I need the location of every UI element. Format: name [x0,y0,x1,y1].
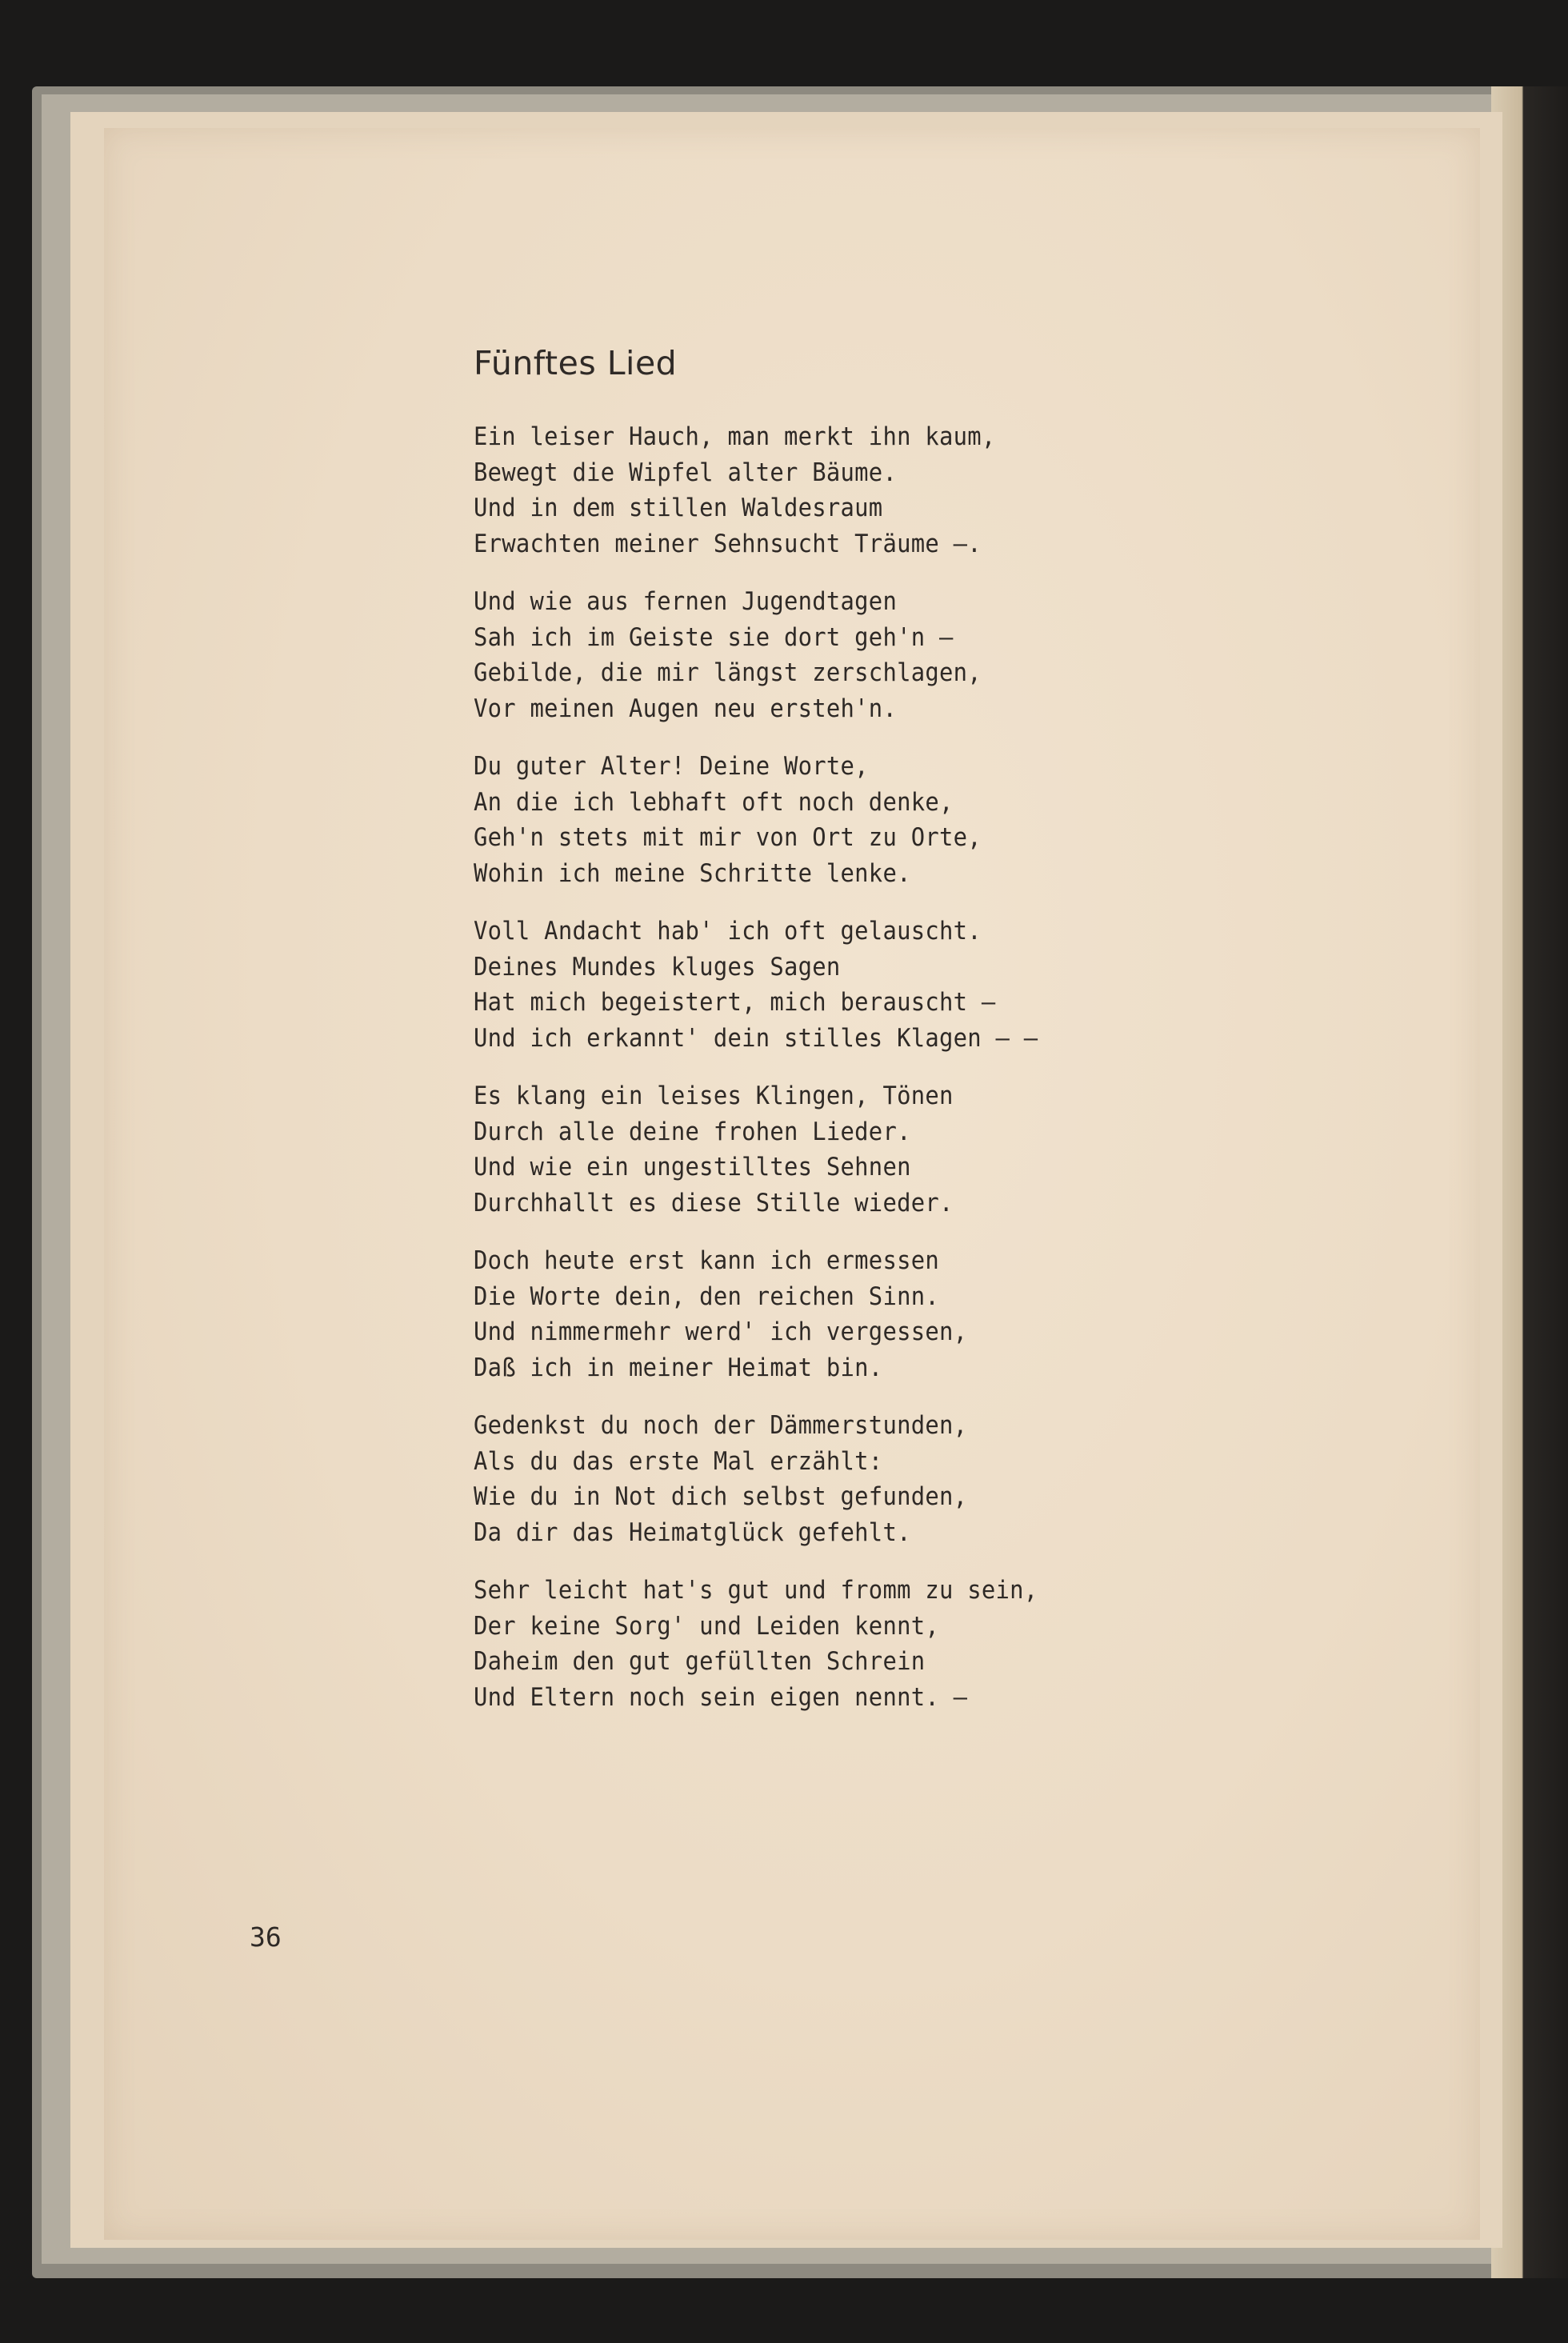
poem-line: Der keine Sorg' und Leiden kennt, [474,1611,940,1641]
poem-line: Wie du in Not dich selbst gefunden, [474,1482,968,1511]
poem-line: Voll Andacht hab' ich oft gelauscht. [474,917,982,946]
poem-line: Und wie ein ungestilltes Sehnen [474,1153,911,1181]
poem-stanza [474,584,1242,726]
poem-line: Die Worte dein, den reichen Sinn. [474,1281,940,1311]
poem-line: Du guter Alter! Deine Worte, [474,752,869,781]
poem-line: Wohin ich meine Schritte lenke. [474,858,911,888]
poem-stanzas [474,419,1242,1715]
poem-line: Und ich erkannt' dein stilles Klagen — — [474,1023,1038,1053]
poem-line: An die ich lebhaft oft noch denke, [474,787,954,817]
poem-line: Geh'n stets mit mir von Ort zu Orte, [474,823,982,852]
poem-content [474,344,1242,1737]
poem-stanza [474,419,1242,562]
poem-line: Durchhallt es diese Stille wieder. [474,1188,954,1217]
poem-line: Gedenkst du noch der Dämmerstunden, [474,1411,968,1440]
poem-line: Sehr leicht hat's gut und fromm zu sein, [474,1576,1038,1605]
poem-line: Durch alle deine frohen Lieder. [474,1117,911,1146]
page-number: 36 [250,1921,282,1953]
poem-line: Doch heute erst kann ich ermessen [474,1246,940,1275]
poem-stanza [474,1243,1242,1385]
poem-stanza [474,914,1242,1056]
poem-line: Und Eltern noch sein eigen nennt. — [474,1682,968,1712]
poem-stanza [474,1408,1242,1550]
poem-line: Daß ich in meiner Heimat bin. [474,1353,883,1382]
poem-line: Sah ich im Geiste sie dort geh'n — [474,622,954,652]
poem-line: Vor meinen Augen neu ersteh'n. [474,694,898,723]
poem-stanza [474,1078,1242,1221]
book-spine [1491,86,1568,2278]
poem-stanza [474,749,1242,891]
poem-line: Und wie aus fernen Jugendtagen [474,587,898,616]
poem-line: Bewegt die Wipfel alter Bäume. [474,458,898,487]
poem-line: Als du das erste Mal erzählt: [474,1446,883,1476]
poem-line: Hat mich begeistert, mich berauscht — [474,988,996,1017]
poem-line: Daheim den gut gefüllten Schrein [474,1647,926,1676]
poem-line: Und nimmermehr werd' ich vergessen, [474,1317,968,1346]
poem-stanza [474,1573,1242,1715]
poem-line: Ein leiser Hauch, man merkt ihn kaum, [474,422,996,451]
poem-line: Da dir das Heimatglück gefehlt. [474,1517,911,1547]
poem-line: Es klang ein leises Klingen, Tönen [474,1082,954,1110]
poem-line: Deines Mundes kluges Sagen [474,952,841,982]
poem-title: Fünftes Lied [474,344,678,382]
poem-line: Und in dem stillen Waldesraum [474,494,883,522]
poem-line: Gebilde, die mir längst zerschlagen, [474,658,982,687]
poem-line: Erwachten meiner Sehnsucht Träume —. [474,529,982,558]
